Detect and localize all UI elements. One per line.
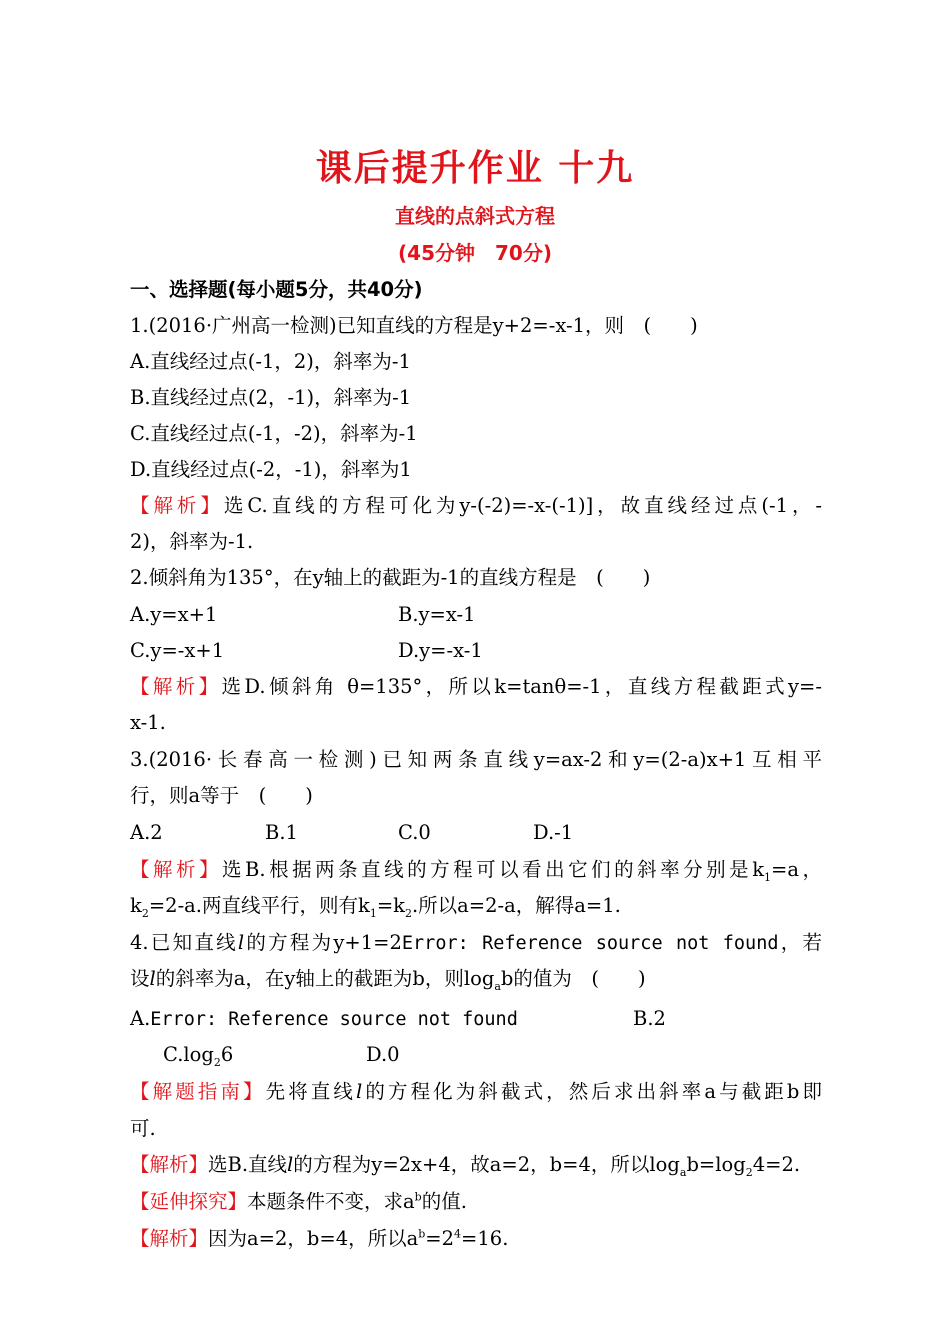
reference-error-text: Error: Reference source not found [150,1009,518,1030]
analysis-tag: 【解析】 [130,494,224,517]
q3-analysis [130,852,822,888]
q4-analysis-text: 选B.直线 [208,1153,288,1176]
superscript: b [414,1190,422,1204]
q1-analysis-text: 选C.直线的方程可化为y-(-2)=-x-(-1)]，故直线经过点(-1，- [223,494,822,517]
q2-analysis-cont: x-1. [130,711,166,734]
q2-analysis-text: 选D.倾斜角 θ=135°，所以k=tanθ=-1，直线方程截距式y=- [221,675,822,698]
analysis-tag: 【解析】 [130,1227,209,1250]
q4-stem-cont [130,961,822,997]
q3-option-b: B.1 [265,821,298,844]
q1-analysis-cont: 2)，斜率为-1. [130,530,254,553]
q4-extension-answer: =2 [425,1227,455,1250]
analysis-tag: 【解析】 [130,675,222,698]
q3-option-a: A.2 [130,821,163,844]
q2-option-c: C.y=-x+1 [130,639,225,662]
q4-analysis-text: b=log [686,1153,746,1176]
superscript: b [418,1227,426,1241]
option-text: 6 [220,1043,234,1066]
subscript: 2 [404,906,412,920]
q3-options [130,815,822,851]
subscript: 2 [213,1055,221,1069]
extension-tag: 【延伸探究】 [130,1190,248,1213]
option-text: C.log [163,1043,214,1066]
q3-analysis-text: =2-a.两直线平行，则有k [148,894,370,917]
q3-analysis-text: .所以a=2-a，解得a=1. [411,894,621,917]
analysis-tag: 【解析】 [130,858,223,881]
q4-stem-text: 的方程为y+1=2 [244,931,402,954]
subscript: a [494,979,501,993]
q4-stem-text: 设 [130,967,150,990]
q1-option-d: D.直线经过点(-2，-1)，斜率为1 [130,458,412,481]
q4-guide-text: 的方程化为斜截式，然后求出斜率a与截距b即 [362,1080,822,1103]
time-score: (45分钟 70分) [398,241,552,265]
q2-option-a: A.y=x+1 [130,603,218,626]
q3-stem-cont: 行，则a等于 ( ) [130,784,313,807]
q3-analysis-text: =a， [771,858,822,881]
q4-option-b: B.2 [633,1007,666,1030]
q4-stem [130,925,822,961]
q4-guide-cont: 可. [130,1117,156,1140]
q1-option-c: C.直线经过点(-1，-2)，斜率为-1 [130,422,418,445]
q2-stem: 2.倾斜角为135°，在y轴上的截距为-1的直线方程是 ( ) [130,566,651,589]
q2-option-d: D.y=-x-1 [398,639,483,662]
reference-error-text: Error: Reference source not found [401,933,779,954]
q4-extension-analysis [130,1221,822,1257]
q3-analysis-text: =k [376,894,405,917]
line-variable: l [356,1080,363,1103]
subscript: 2 [141,906,149,920]
q4-options-row2 [130,1037,822,1073]
q2-analysis [130,669,822,705]
q1-analysis [130,488,822,524]
q4-extension-text: 的值. [421,1190,467,1213]
q1-stem: 1.(2016·广州高一检测)已知直线的方程是y+2=-x-1，则 ( ) [130,314,698,337]
q3-analysis-text: k [130,894,142,917]
q4-option-a [130,1001,518,1038]
section-heading: 一、选择题(每小题5分，共40分) [130,278,423,301]
guide-tag: 【解题指南】 [130,1080,266,1103]
lesson-subtitle: 直线的点斜式方程 [395,204,555,228]
q2-option-b: B.y=x-1 [398,603,476,626]
q2-options-row1 [130,597,822,633]
q4-extension-answer: 因为a=2，b=4，所以a [208,1227,419,1250]
q1-option-a: A.直线经过点(-1，2)，斜率为-1 [130,350,411,373]
q4-stem-text: b的值为 ( ) [500,967,646,990]
q4-extension [130,1184,822,1220]
q4-analysis [130,1147,822,1183]
q4-stem-text: 4.已知直线 [130,931,238,954]
q1-option-b: B.直线经过点(2，-1)，斜率为-1 [130,386,412,409]
q4-analysis-text: 的方程为y=2x+4，故a=2，b=4，所以log [293,1153,680,1176]
subscript: 1 [764,870,772,884]
q4-option-d: D.0 [366,1043,400,1066]
q2-options-row2 [130,633,822,669]
q4-option-c [163,1037,233,1073]
q4-guide-text: 先将直线 [265,1080,357,1103]
q4-extension-text: 本题条件不变，求a [247,1190,415,1213]
q3-option-d: D.-1 [533,821,574,844]
line-variable: l [287,1153,294,1176]
option-label: A. [130,1007,151,1030]
q3-analysis-cont [130,888,822,924]
line-variable: l [237,931,245,954]
q4-guide [130,1074,822,1110]
line-variable: l [149,967,156,990]
q3-stem: 3.(2016·长春高一检测)已知两条直线y=ax-2和y=(2-a)x+1互相平 [130,748,822,771]
q4-stem-text: ，若 [778,931,822,954]
subscript: 2 [745,1165,753,1179]
q4-options-row1 [130,1001,822,1037]
subscript: 1 [369,906,377,920]
q4-extension-answer: =16. [461,1227,509,1250]
q4-analysis-text: 4=2. [752,1153,801,1176]
superscript: 4 [454,1227,462,1241]
analysis-tag: 【解析】 [130,1153,209,1176]
page-title: 课后提升作业 十九 [315,148,635,189]
subscript: a [679,1165,687,1179]
q3-analysis-text: 选B.根据两条直线的方程可以看出它们的斜率分别是k [222,858,765,881]
q4-stem-text: 的斜率为a，在y轴上的截距为b，则log [155,967,495,990]
q3-option-c: C.0 [398,821,431,844]
